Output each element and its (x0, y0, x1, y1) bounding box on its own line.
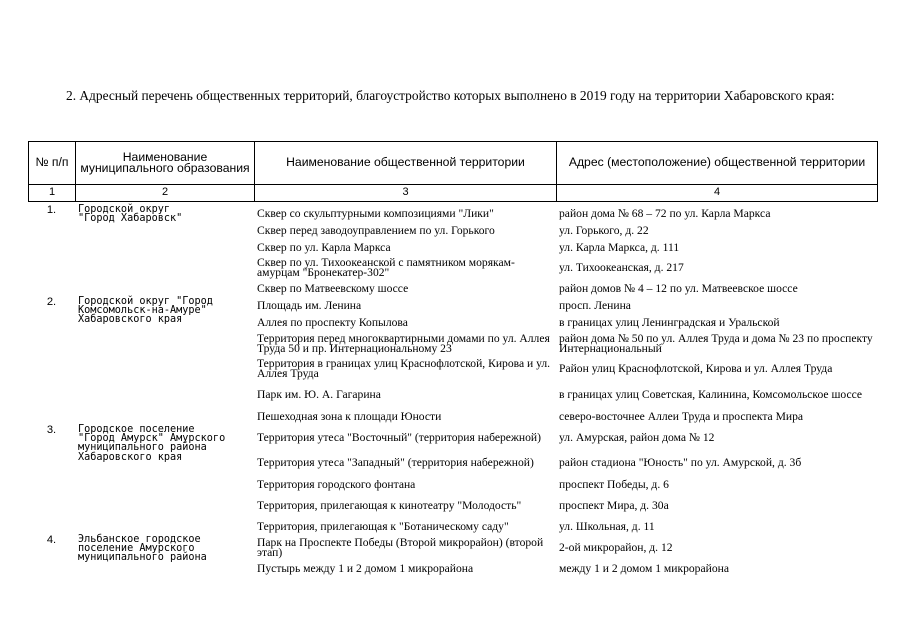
territory-address: ул. Горького, д. 22 (559, 223, 649, 237)
territory-name: Площадь им. Ленина (257, 298, 362, 312)
territory-name: Территория городского фонтана (257, 477, 416, 491)
territory-name: Пешеходная зона к площади Юности (257, 409, 442, 423)
territory-name: Сквер по ул. Карла Маркса (257, 240, 391, 254)
territory-address: ул. Тихоокеанская, д. 217 (559, 261, 684, 274)
table-row (28, 535, 877, 560)
table-row (28, 205, 877, 222)
column-number: 4 (557, 185, 878, 202)
territory-name: Территория утеса "Восточный" (территория набережной) (257, 430, 542, 444)
territory-address: ул. Амурская, район дома № 12 (559, 430, 715, 444)
territory-address: Район улиц Краснофлотской, Кирова и ул. Аллея Труда (559, 362, 833, 375)
header-num: № п/п (29, 142, 76, 185)
column-number: 2 (76, 185, 255, 202)
territory-address: между 1 и 2 домом 1 микрорайона (559, 561, 729, 575)
territory-name: Территория, прилегающая к кинотеатру "Молодость" (257, 498, 522, 512)
territory-address: ул. Школьная, д. 11 (559, 519, 655, 533)
territory-address: проспект Победы, д. 6 (559, 477, 669, 491)
table-row (28, 297, 877, 314)
territory-address: северо-восточнее Аллеи Труда и проспекта Мира (559, 409, 804, 423)
table-row (28, 425, 877, 450)
column-number: 3 (255, 185, 557, 202)
territory-address: просп. Ленина (559, 298, 631, 312)
header-address: Адрес (местоположение) общественной территории (557, 142, 878, 185)
municipality-name: Городской округ "Город Комсомольск-на-Амуре" Хабаровского края (78, 296, 213, 326)
territory-address: в границах улиц Ленинградская и Уральской (559, 315, 780, 329)
municipality-name: Городское поселение "Город Амурск" Амурского муниципального района Хабаровского края (78, 424, 226, 463)
row-number: 4. (46, 534, 57, 546)
table-body (28, 205, 877, 577)
territory-name: Парк им. Ю. А. Гагарина (257, 388, 381, 401)
municipality-name: Городской округ "Город Хабаровск" (78, 204, 183, 225)
territory-name: Парк на Проспекте Победы (Второй микрорайон) (второй этап) (257, 535, 544, 559)
municipality-name: Эльбанское городское поселение Амурского муниципального района (78, 534, 207, 564)
territory-address: ул. Карла Маркса, д. 111 (559, 240, 680, 254)
territory-name: Аллея по проспекту Копылова (257, 315, 408, 329)
territory-name: Сквер со скульптурными композициями "Лики" (257, 206, 494, 220)
header-territory: Наименование общественной территории (255, 142, 557, 185)
territory-name: Территория, прилегающая к "Ботаническому саду" (257, 519, 509, 533)
territories-table (28, 141, 877, 577)
table-header (28, 141, 878, 202)
territory-address: в границах улиц Советская, Калинина, Комсомольское шоссе (559, 388, 863, 401)
row-number: 1. (46, 204, 57, 216)
territory-address: проспект Мира, д. 30а (559, 498, 669, 512)
territory-name: Территория в границах улиц Краснофлотской, Кирова и ул. Аллея Труда (257, 357, 551, 380)
section-heading: 2. Адресный перечень общественных территорий, благоустройство которых выполнено в 2019 году на территории Хабаровского края: (66, 88, 835, 103)
territory-name: Пустырь между 1 и 2 домом 1 микрорайона (257, 561, 474, 575)
territory-name: Сквер по Матвеевскому шоссе (257, 281, 409, 295)
column-number: 1 (29, 185, 76, 202)
territory-name: Сквер по ул. Тихоокеанской с памятником морякам-амурцам "Бронекатер-302" (257, 256, 515, 279)
territory-address: район домов № 4 – 12 по ул. Матвеевское шоссе (559, 281, 798, 295)
territory-name: Территория утеса "Западный" (территория набережной) (257, 456, 534, 469)
row-number: 2. (46, 296, 57, 308)
territory-address: район дома № 68 – 72 по ул. Карла Маркса (559, 206, 771, 220)
territory-address: район стадиона "Юность" по ул. Амурской, д. 3б (559, 456, 802, 469)
header-municipality: Наименование муниципального образования (76, 142, 255, 185)
territory-name: Территория перед многоквартирными домами по ул. Аллея Труда 50 и пр. Интернациональному 23 (257, 331, 550, 355)
territory-address: 2-ой микрорайон, д. 12 (559, 540, 673, 554)
territory-name: Сквер перед заводоуправлением по ул. Горького (257, 223, 495, 237)
territory-address: район дома № 50 по ул. Аллея Труда и дома № 23 по проспекту Интернациональный (559, 331, 873, 355)
row-number: 3. (46, 424, 57, 436)
